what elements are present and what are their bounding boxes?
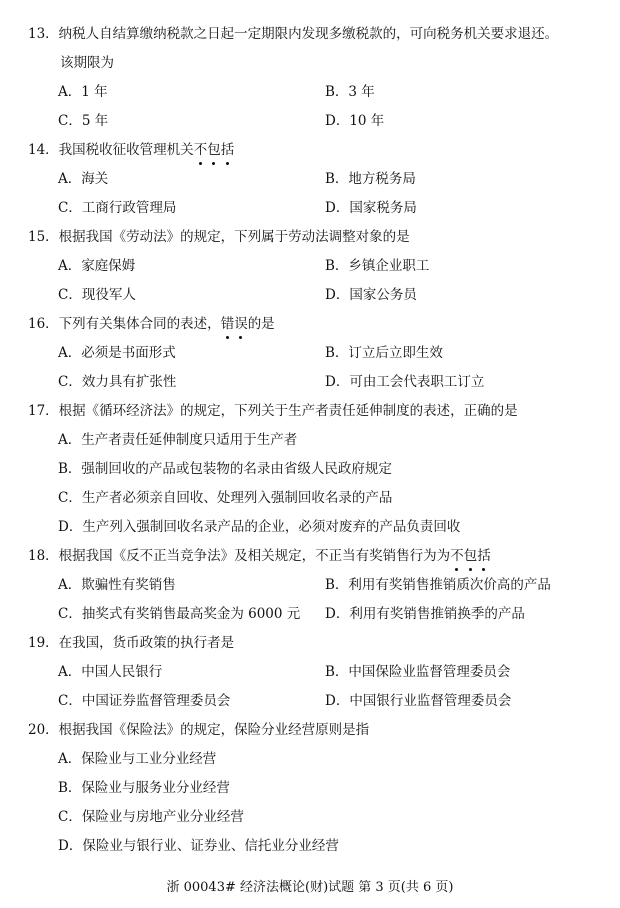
emphasis-dot	[226, 162, 229, 165]
question-19-option-c: C．中国证券监督管理委员会	[58, 693, 231, 709]
emphasis-char: 包	[464, 548, 478, 564]
page-footer: 浙 00043# 经济法概论(财)试题 第 3 页(共 6 页)	[166, 880, 454, 895]
question-15-option-a: A．家庭保姆	[58, 258, 136, 274]
question-19-option-b: B．中国保险业监督管理委员会	[325, 664, 511, 680]
question-13-option-d: D．10 年	[325, 113, 385, 129]
question-15-option-b: B．乡镇企业职工	[325, 258, 430, 274]
emphasis-dot	[469, 568, 472, 571]
question-18-option-b: B．利用有奖销售推销质次价高的产品	[325, 577, 551, 593]
emphasis-dot	[455, 568, 458, 571]
question-17-option-a: A．生产者责任延伸制度只适用于生产者	[58, 432, 298, 448]
question-15-option-c: C．现役军人	[58, 287, 136, 303]
question-14-stem-text: 14．我国税收征收管理机关	[28, 142, 194, 158]
question-14-option-c: C．工商行政管理局	[58, 200, 177, 216]
question-14-stem	[28, 138, 234, 158]
question-16-stem-text-end: 的是	[247, 316, 275, 332]
question-19-option-d: D．中国银行业监督管理委员会	[325, 693, 512, 709]
emphasis-char: 误	[234, 316, 248, 332]
question-20-stem: 20．根据我国《保险法》的规定，保险分业经营原则是指	[28, 722, 370, 738]
question-17-option-c: C．生产者必须亲自回收、处理列入强制回收名录的产品	[58, 490, 393, 506]
emphasis-dot	[239, 336, 242, 339]
emphasis-dot	[199, 162, 202, 165]
question-18-stem-text: 18．根据我国《反不正当竞争法》及相关规定，不正当有奖销售行为为	[28, 548, 451, 564]
question-16-option-d: D．可由工会代表职工订立	[325, 374, 485, 390]
question-20-option-b: B．保险业与服务业分业经营	[58, 780, 230, 796]
question-20-option-a: A．保险业与工业分业经营	[58, 751, 217, 767]
question-14-option-b: B．地方税务局	[325, 171, 416, 187]
question-14-option-d: D．国家税务局	[325, 200, 417, 216]
question-17-option-d: D．生产列入强制回收名录产品的企业，必须对废弃的产品负责回收	[58, 519, 461, 535]
question-13-option-b: B．3 年	[325, 84, 375, 100]
emphasis-char: 包	[207, 142, 221, 158]
question-13-stem-continued: 该期限为	[60, 55, 114, 71]
emphasis-char: 不	[450, 548, 464, 564]
question-18-stem	[28, 544, 491, 564]
question-20-option-d: D．保险业与银行业、证券业、信托业分业经营	[58, 838, 339, 854]
emphasis-dot	[482, 568, 485, 571]
question-15-option-d: D．国家公务员	[325, 287, 417, 303]
emphasis-char: 错	[221, 316, 235, 332]
question-14-option-a: A．海关	[58, 171, 109, 187]
emphasis-dot	[212, 162, 215, 165]
question-18-option-a: A．欺骗性有奖销售	[58, 577, 176, 593]
question-20-option-c: C．保险业与房地产业分业经营	[58, 809, 244, 825]
question-16-option-b: B．订立后立即生效	[325, 345, 443, 361]
question-13-option-c: C．5 年	[58, 113, 109, 129]
question-16-stem-text: 16．下列有关集体合同的表述，	[28, 316, 221, 332]
question-18-option-c: C．抽奖式有奖销售最高奖金为 6000 元	[58, 606, 301, 622]
emphasis-dot	[226, 336, 229, 339]
question-16-stem	[28, 312, 275, 332]
question-13-stem: 13．纳税人自结算缴纳税款之日起一定期限内发现多缴税款的，可向税务机关要求退还。	[28, 26, 559, 42]
question-18-option-d: D．利用有奖销售推销换季的产品	[325, 606, 525, 622]
question-13-option-a: A．1 年	[58, 84, 108, 100]
question-16-option-a: A．必须是书面形式	[58, 345, 176, 361]
question-19-option-a: A．中国人民银行	[58, 664, 163, 680]
emphasis-char: 括	[221, 142, 235, 158]
emphasis-char: 括	[477, 548, 491, 564]
question-16-option-c: C．效力具有扩张性	[58, 374, 177, 390]
question-17-option-b: B．强制回收的产品或包装物的名录由省级人民政府规定	[58, 461, 392, 477]
question-17-stem: 17．根据《循环经济法》的规定，下列关于生产者责任延伸制度的表述，正确的是	[28, 403, 518, 419]
emphasis-char: 不	[194, 142, 208, 158]
question-15-stem: 15．根据我国《劳动法》的规定，下列属于劳动法调整对象的是	[28, 229, 410, 245]
question-19-stem: 19．在我国，货币政策的执行者是	[28, 635, 235, 651]
